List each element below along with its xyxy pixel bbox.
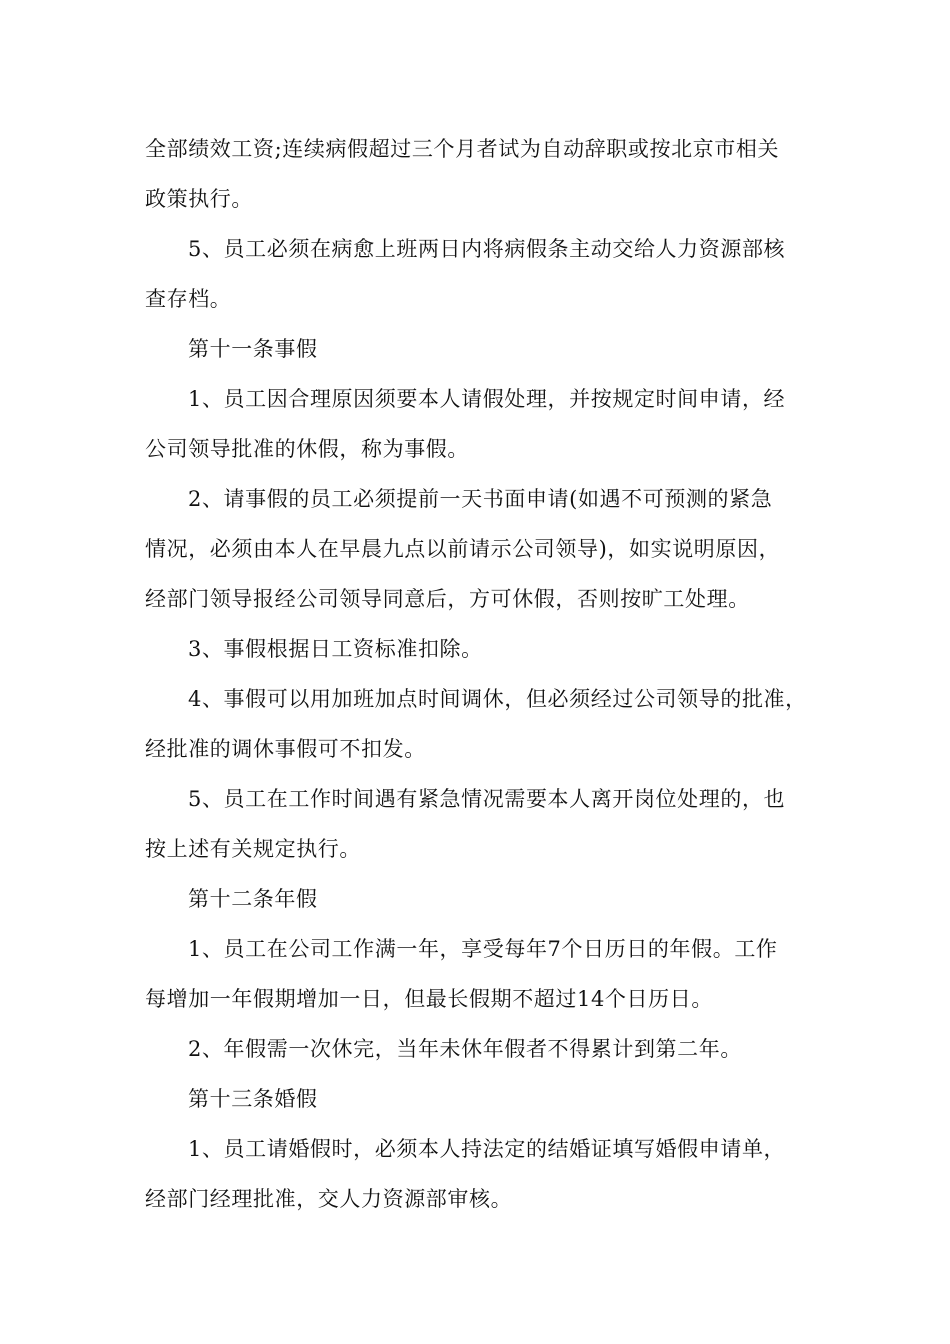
section-heading: 第十三条婚假 [188, 1087, 318, 1111]
paragraph-line: 1、员工在公司工作满一年，享受每年7个日历日的年假。工作 [188, 937, 778, 961]
paragraph-line: 3、事假根据日工资标准扣除。 [188, 637, 483, 661]
text-line: 经批准的调休事假可不扣发。 [145, 737, 426, 761]
paragraph-line: 1、员工因合理原因须要本人请假处理，并按规定时间申请，经 [188, 387, 786, 411]
paragraph-line: 2、请事假的员工必须提前一天书面申请(如遇不可预测的紧急 [188, 487, 773, 511]
text-line: 经部门经理批准，交人力资源部审核。 [145, 1187, 513, 1211]
text-line: 查存档。 [145, 287, 232, 311]
paragraph-line: 1、员工请婚假时，必须本人持法定的结婚证填写婚假申请单， [188, 1137, 786, 1161]
text-line: 按上述有关规定执行。 [145, 837, 361, 861]
section-heading: 第十一条事假 [188, 337, 318, 361]
text-line: 政策执行。 [145, 187, 253, 211]
paragraph-line: 5、员工必须在病愈上班两日内将病假条主动交给人力资源部核 [188, 237, 786, 261]
text-line: 全部绩效工资;连续病假超过三个月者试为自动辞职或按北京市相关 [145, 137, 780, 161]
text-line: 公司领导批准的休假，称为事假。 [145, 437, 469, 461]
paragraph-line: 4、事假可以用加班加点时间调休，但必须经过公司领导的批准， [188, 687, 807, 711]
text-line: 每增加一年假期增加一日，但最长假期不超过14个日历日。 [145, 987, 713, 1011]
paragraph-line: 5、员工在工作时间遇有紧急情况需要本人离开岗位处理的，也 [188, 787, 786, 811]
text-line: 经部门领导报经公司领导同意后，方可休假，否则按旷工处理。 [145, 587, 750, 611]
paragraph-line: 2、年假需一次休完，当年未休年假者不得累计到第二年。 [188, 1037, 742, 1061]
section-heading: 第十二条年假 [188, 887, 318, 911]
text-line: 情况，必须由本人在早晨九点以前请示公司领导)，如实说明原因， [145, 537, 781, 561]
